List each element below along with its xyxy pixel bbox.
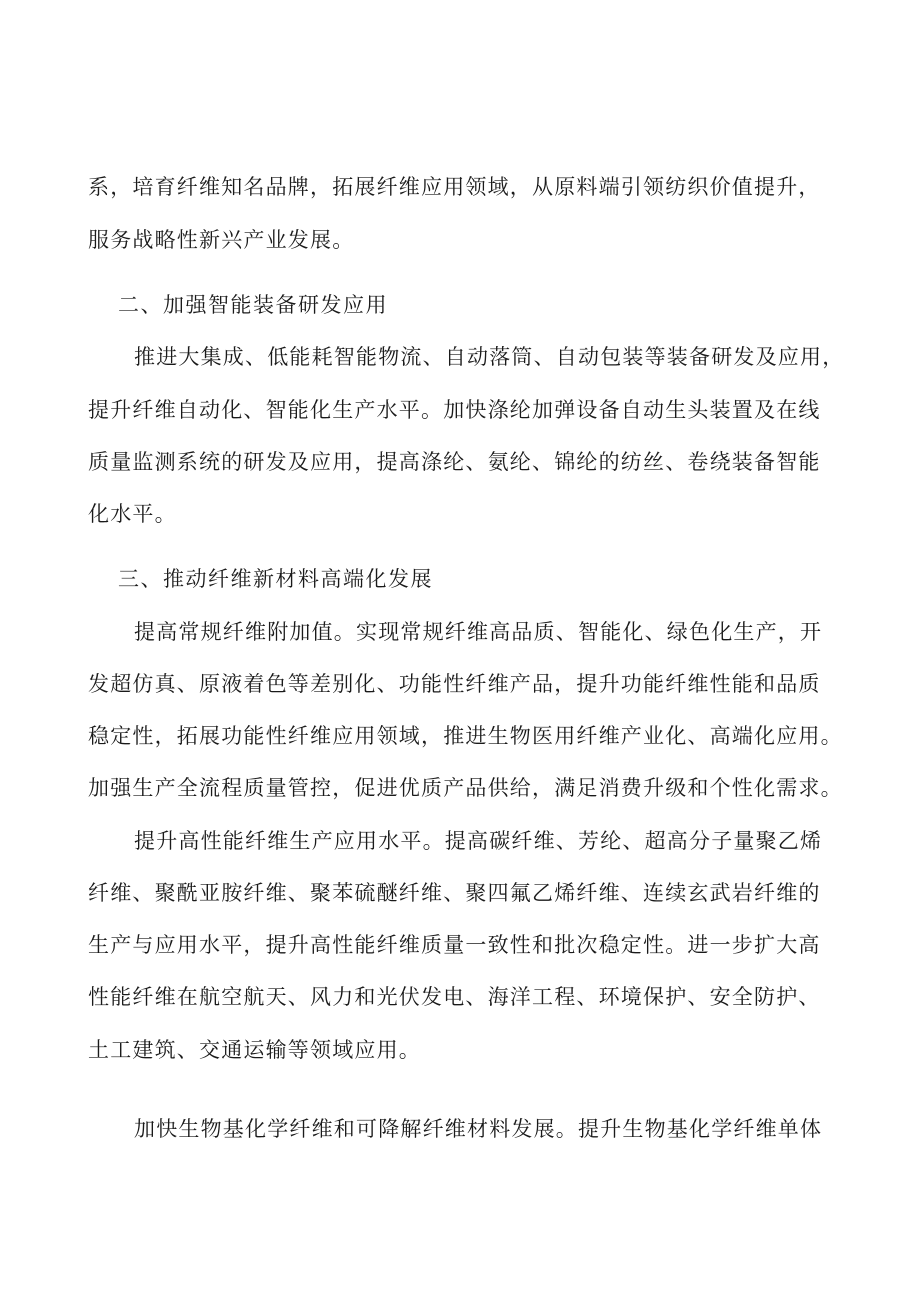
section-heading: 三、推动纤维新材料高端化发展 <box>118 567 433 591</box>
text-line: 提升高性能纤维生产应用水平。提高碳纤维、芳纶、超高分子量聚乙烯 <box>134 829 823 853</box>
text-line: 提高常规纤维附加值。实现常规纤维高品质、智能化、绿色化生产，开 <box>134 620 823 644</box>
text-line: 纤维、聚酰亚胺纤维、聚苯硫醚纤维、聚四氟乙烯纤维、连续玄武岩纤维的 <box>88 881 821 905</box>
text-line: 化水平。 <box>88 502 177 526</box>
text-line: 土工建筑、交通运输等领域应用。 <box>88 1038 421 1062</box>
section-heading: 二、加强智能装备研发应用 <box>118 293 388 317</box>
text-line: 质量监测系统的研发及应用，提高涤纶、氨纶、锦纶的纺丝、卷绕装备智能 <box>88 450 821 474</box>
text-line: 生产与应用水平，提升高性能纤维质量一致性和批次稳定性。进一步扩大高 <box>88 933 821 957</box>
text-line: 加快生物基化学纤维和可降解纤维材料发展。提升生物基化学纤维单体 <box>134 1117 823 1141</box>
text-line: 加强生产全流程质量管控，促进优质产品供给，满足消费升级和个性化需求。 <box>88 776 843 800</box>
text-line: 推进大集成、低能耗智能物流、自动落筒、自动包装等装备研发及应用， <box>134 345 845 369</box>
text-line: 系，培育纤维知名品牌，拓展纤维应用领域，从原料端引领纺织价值提升， <box>88 175 821 199</box>
text-line: 服务战略性新兴产业发展。 <box>88 228 355 252</box>
text-line: 提升纤维自动化、智能化生产水平。加快涤纶加弹设备自动生头装置及在线 <box>88 398 821 422</box>
text-line: 性能纤维在航空航天、风力和光伏发电、海洋工程、环境保护、安全防护、 <box>88 985 821 1009</box>
text-line: 稳定性，拓展功能性纤维应用领域，推进生物医用纤维产业化、高端化应用。 <box>88 724 843 748</box>
text-line: 发超仿真、原液着色等差别化、功能性纤维产品，提升功能纤维性能和品质 <box>88 672 821 696</box>
